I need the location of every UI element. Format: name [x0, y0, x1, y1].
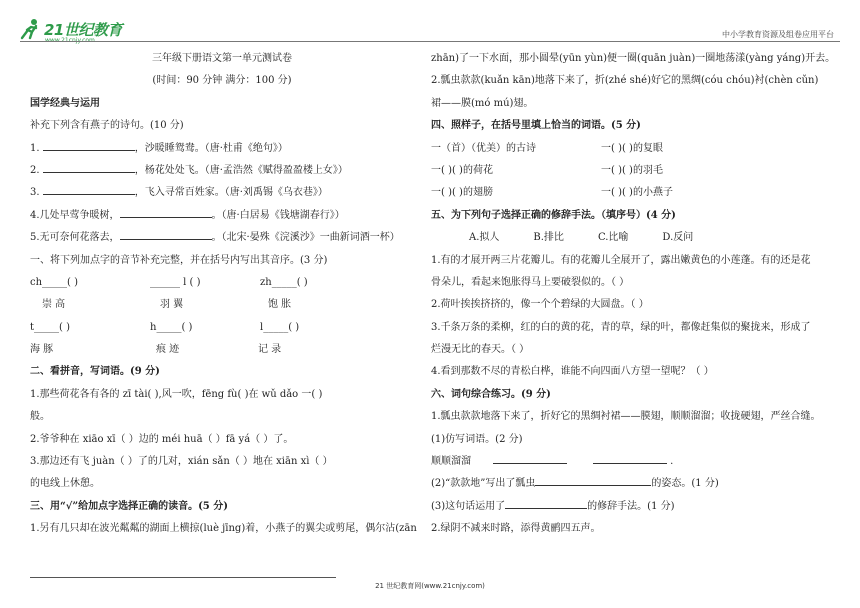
rhetoric-question: 2.荷叶挨挨挤挤的，像一个个碧绿的大圆盘。（ ） [431, 299, 649, 311]
section-heading: 四、照样子，在括号里填上恰当的词语。(5 分) [431, 120, 641, 132]
right-column [431, 48, 836, 541]
fill-phrase[interactable]: 一( )( )的小燕子 [601, 187, 673, 199]
fill-row [431, 138, 831, 160]
pinyin-row-2 [30, 317, 414, 339]
exam-subtitle: (时间：90 分钟 满分：100 分) [152, 75, 292, 87]
platform-name: 中小学教育资源及组卷应用平台 [722, 30, 834, 39]
answer-blank[interactable] [493, 451, 567, 464]
site-logo [18, 16, 158, 44]
sub-question: (3)这句话运用了 的修辞手法。(1 分) [431, 496, 831, 518]
rhetoric-question: 烂漫无比的春天。（ ） [431, 344, 530, 356]
rhetoric-question: 4.看到那数不尽的青松白桦，谁能不向四面八方望一望呢？（ ） [431, 366, 714, 378]
section-heading: 六、词句综合练习。(9 分) [431, 388, 551, 400]
option-b: B.排比 [533, 232, 564, 244]
logo-text: 21世纪教育 [44, 21, 122, 39]
footer-text: 21 世纪教育网(www.21cnjy.com) [375, 582, 485, 590]
exam-title: 三年级下册语文第一单元测试卷 [152, 53, 292, 64]
example-phrase: 一（首）（优美）的古诗 [431, 142, 536, 154]
section-heading: 一、将下列加点字的音节补充完整，并在括号内写出其音序。(3 分) [30, 254, 328, 266]
fill-phrase[interactable]: 一( )( )的羽毛 [601, 164, 663, 176]
answer-blank[interactable] [535, 473, 651, 486]
word: 记 录 [258, 344, 282, 356]
answer-blank[interactable] [120, 227, 212, 240]
option-c: C.比喻 [597, 232, 629, 244]
pinyin-blank[interactable]: ch_____( ) [30, 276, 79, 288]
word-row-2 [30, 339, 414, 361]
pinyin-blank[interactable]: t_____( ) [30, 321, 70, 333]
footer-divider [30, 577, 336, 578]
fill-phrase[interactable]: 一( )( )的翅膀 [431, 187, 493, 199]
pinyin-blank[interactable]: l_____( ) [260, 321, 300, 333]
logo-subtext: www.21cnjy.com [45, 37, 95, 44]
pinyin-blank[interactable]: zh_____( ) [260, 276, 308, 288]
fill-row [431, 182, 831, 204]
sub-question: (1)仿写词语。(2 分) [431, 433, 523, 445]
pinyin-question: 2.爷爷种在 xiāo xī（ ）边的 méi huā（ ）fā yá（ ）了。 [30, 433, 294, 445]
word: 饱 胀 [268, 299, 292, 311]
rhetoric-question: 骨朵儿，看起来饱胀得马上要破裂似的。（ ） [431, 276, 630, 288]
answer-blank[interactable] [505, 496, 587, 509]
pinyin-question: 的电线上休憩。 [30, 478, 100, 490]
poem-line-5: 5.无可奈何花落去， 。（北宋·晏殊《浣溪沙》一曲新词酒一杯） [30, 227, 414, 249]
word: 羽 翼 [160, 299, 184, 311]
rhetoric-question: 1.有的才展开两三片花瓣儿。有的花瓣儿全展开了，露出嫩黄色的小莲蓬。有的还是花 [431, 254, 811, 266]
word: 崇 高 [42, 299, 66, 311]
answer-blank[interactable] [593, 451, 667, 464]
word: 痕 迹 [156, 344, 180, 356]
fill-phrase[interactable]: 一( )( )的复眼 [601, 142, 663, 154]
reading-question: 2.瓢虫款款(kuǎn kān)地落下来了，折(zhé shé)好它的黑绸(cóu chóu)衬(chèn cǔn) [431, 75, 819, 87]
section-heading: 五、为下列句子选择正确的修辞手法。（填序号）(4 分) [431, 209, 676, 221]
passage: 1.瓢虫款款地落下来了，折好它的黑绸衬裙——膜翅，顺顺溜溜；收拢硬翅，严丝合缝。 [431, 411, 821, 423]
option-d: D.反问 [662, 232, 694, 244]
pinyin-row-1 [30, 272, 414, 294]
poem-line-3: 3. ，飞入寻常百姓家。（唐·刘禹锡《乌衣巷》） [30, 182, 414, 204]
reading-question: zhān)了一下水面，那小圆晕(yūn yùn)便一圈(quān juàn)一圈地荡漾(yàng yáng)开去。 [431, 53, 836, 64]
pinyin-question: 3.那边还有飞 juàn（ ）了的几对，xián sǎn（ ）地在 xiān xì（ ） [30, 456, 333, 468]
section-heading: 国学经典与运用 [30, 97, 100, 109]
question-intro: 补充下列含有燕子的诗句。(10 分) [30, 120, 184, 132]
header-divider [20, 41, 840, 42]
imitation-row: 顺顺溜溜 . [431, 451, 831, 473]
pinyin-question: 1.那些荷花各有各的 zī tài( ),风一吹，fēng fù( )在 wǔ dǎo 一( ) [30, 388, 323, 400]
answer-blank[interactable] [43, 160, 135, 173]
reading-question: 1.另有几只却在波光粼粼的湖面上横掠(luè jīng)着，小燕子的翼尖或剪尾，偶尔沾(zān [30, 523, 417, 535]
option-list [431, 227, 831, 249]
runner-logo-icon [18, 18, 42, 40]
answer-blank[interactable] [43, 138, 135, 151]
pinyin-blank[interactable]: h_____( ) [150, 321, 193, 333]
fill-phrase[interactable]: 一( )( )的荷花 [431, 164, 493, 176]
section-heading: 二、看拼音，写词语。(9 分) [30, 366, 160, 378]
answer-blank[interactable] [43, 182, 135, 195]
poem-line-4: 4.几处早莺争暖树， 。（唐·白居易《钱塘湖春行》） [30, 205, 414, 227]
pinyin-question: 般。 [30, 411, 50, 423]
fill-row [431, 160, 831, 182]
poem-line-1: 1. ，沙暖睡鸳鸯。（唐·杜甫《绝句》） [30, 138, 414, 160]
option-a: A.拟人 [469, 232, 500, 244]
rhetoric-question: 3.千条万条的柔柳，红的白的黄的花，青的草，绿的叶，都像赶集似的聚拢来，形成了 [431, 321, 811, 333]
poem-line-2: 2. ，杨花处处飞。（唐·孟浩然《赋得盈盈楼上女》） [30, 160, 414, 182]
pinyin-blank[interactable]: ______ l ( ) [150, 276, 201, 288]
answer-blank[interactable] [120, 205, 212, 218]
left-column [30, 48, 417, 541]
word: 海 豚 [30, 344, 54, 356]
passage: 2.绿阴不减来时路，添得黄鹂四五声。 [431, 523, 601, 535]
word-row-1 [30, 294, 414, 316]
section-heading: 三、用“√”给加点字选择正确的读音。(5 分) [30, 500, 228, 512]
sub-question: (2)“款款地”写出了瓢虫 的姿态。(1 分) [431, 473, 831, 495]
reading-question: 裙——膜(mó mú)翅。 [431, 97, 534, 109]
